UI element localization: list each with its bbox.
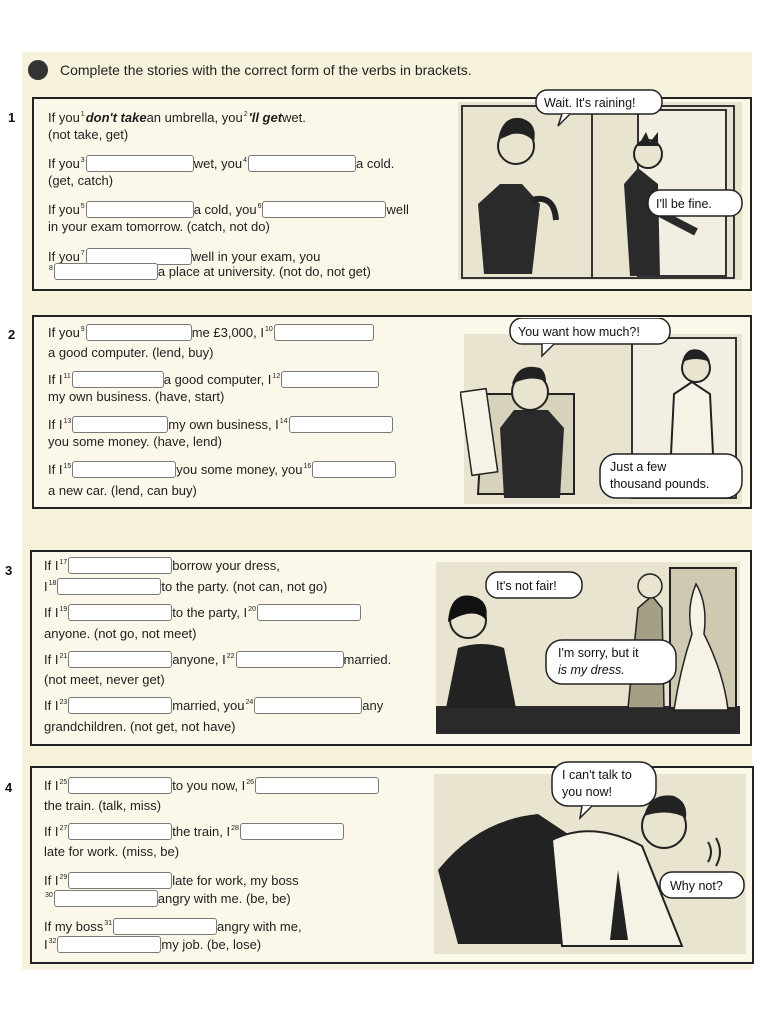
exercise-line xyxy=(44,651,391,668)
gap-number: 21 xyxy=(59,653,68,660)
story-number: 1 xyxy=(8,110,16,125)
gap-number: 4 xyxy=(243,157,248,164)
line-text: If I xyxy=(44,557,59,573)
line-text: If I xyxy=(44,823,59,839)
illustration-money xyxy=(460,318,746,504)
gap-number: 29 xyxy=(59,874,68,881)
gap-number: 32 xyxy=(48,938,57,945)
man-seated xyxy=(500,410,564,498)
line-text: my job. (be, lose) xyxy=(161,936,262,952)
exercise-line xyxy=(44,843,179,860)
exercise-line xyxy=(48,388,224,405)
exercise-line xyxy=(48,263,371,280)
exercise-line xyxy=(44,625,196,642)
gap-number: 30 xyxy=(45,892,53,899)
line-text: If you xyxy=(48,109,80,125)
gap-number: 20 xyxy=(248,606,256,613)
answer-input[interactable] xyxy=(72,461,176,478)
answer-input[interactable] xyxy=(68,872,172,889)
line-text: an umbrella, you xyxy=(146,109,243,125)
line-text: to the party, I xyxy=(172,604,248,620)
gap-number: 22 xyxy=(226,653,235,660)
gap-number: 7 xyxy=(80,250,85,257)
line-text: If I xyxy=(44,777,59,793)
gap-number: 19 xyxy=(59,606,68,613)
line-text: angry with me. (be, be) xyxy=(157,890,291,906)
example-answer: 'll get xyxy=(248,109,283,125)
line-text: If I xyxy=(48,371,63,387)
gap-number: 18 xyxy=(48,580,57,587)
bubble-text: You want how much?! xyxy=(518,325,640,339)
line-text: anyone, I xyxy=(172,651,226,667)
gap-number: 17 xyxy=(59,559,68,566)
exercise-line xyxy=(48,109,306,126)
answer-input[interactable] xyxy=(57,578,161,595)
line-text: If I xyxy=(48,461,63,477)
exercise-line xyxy=(44,890,291,907)
answer-input[interactable] xyxy=(54,263,158,280)
line-text: my own business, I xyxy=(168,416,279,432)
exercise-line xyxy=(44,671,165,688)
exercise-line xyxy=(48,461,396,478)
story-number: 2 xyxy=(8,327,16,342)
exercise-line xyxy=(48,416,393,433)
line-text: If you xyxy=(48,248,80,264)
line-text: to you now, I xyxy=(172,777,246,793)
line-text: a good computer. (lend, buy) xyxy=(48,344,214,360)
line-text: my own business. (have, start) xyxy=(48,388,225,404)
exercise-line xyxy=(48,482,197,499)
line-text: If you xyxy=(48,155,80,171)
exercise-line xyxy=(44,797,161,814)
bubble-text: thousand pounds. xyxy=(610,477,710,491)
line-text: me £3,000, I xyxy=(191,324,264,340)
bubble-text: Why not? xyxy=(670,879,723,893)
answer-input[interactable] xyxy=(68,823,172,840)
answer-input[interactable] xyxy=(72,371,164,388)
line-text: (not meet, never get) xyxy=(44,671,165,687)
line-text: the train. (talk, miss) xyxy=(44,797,162,813)
line-text: a cold. xyxy=(356,155,395,171)
answer-input[interactable] xyxy=(68,651,172,668)
exercise-line xyxy=(44,823,344,840)
line-text: If I xyxy=(44,872,59,888)
line-text: (not take, get) xyxy=(48,126,129,142)
bubble-text: you now! xyxy=(562,785,613,799)
line-text: grandchildren. (not get, not have) xyxy=(44,718,236,734)
gap-number: 3 xyxy=(80,157,85,164)
gap-number: 13 xyxy=(63,418,72,425)
line-text: wet, you xyxy=(193,155,243,171)
line-text: If I xyxy=(44,651,59,667)
exercise-line xyxy=(48,155,394,172)
exercise-line xyxy=(44,777,379,794)
illustration-dress xyxy=(434,556,742,736)
line-text: the train, I xyxy=(172,823,231,839)
gap-number: 25 xyxy=(59,779,68,786)
line-text: a place at university. (not do, not get) xyxy=(157,263,371,279)
woman-figure xyxy=(478,184,540,274)
line-text: late for work. (miss, be) xyxy=(44,843,180,859)
answer-input[interactable] xyxy=(113,918,217,935)
answer-input[interactable] xyxy=(312,461,396,478)
line-text: If you xyxy=(48,324,80,340)
answer-input[interactable] xyxy=(289,416,393,433)
instruction: Complete the stories with the correct form of the verbs in brackets. xyxy=(60,62,472,78)
answer-input[interactable] xyxy=(255,777,379,794)
answer-input[interactable] xyxy=(68,777,172,794)
exercise-line xyxy=(44,936,261,953)
gap-number: 15 xyxy=(63,463,72,470)
line-text: wet. xyxy=(282,109,306,125)
gap-number: 28 xyxy=(231,825,239,832)
line-text: well in your exam, you xyxy=(191,248,321,264)
illustration-train xyxy=(432,760,748,956)
man-figure xyxy=(624,168,660,276)
answer-input[interactable] xyxy=(68,697,172,714)
answer-input[interactable] xyxy=(57,936,161,953)
line-text: well xyxy=(386,201,409,217)
bubble-text: I'll be fine. xyxy=(656,197,712,211)
story-number: 4 xyxy=(5,780,13,795)
gap-number: 10 xyxy=(264,326,273,333)
line-text: I xyxy=(44,578,48,594)
gap-number: 24 xyxy=(245,699,254,706)
line-text: married, you xyxy=(172,697,245,713)
illustration-rain xyxy=(452,88,746,284)
line-text: anyone. (not go, not meet) xyxy=(44,625,197,641)
gap-number: 14 xyxy=(279,418,288,425)
answer-input[interactable] xyxy=(254,697,362,714)
exercise-line xyxy=(44,578,327,595)
answer-input[interactable] xyxy=(54,890,158,907)
line-text: a new car. (lend, can buy) xyxy=(48,482,197,498)
line-text: If you xyxy=(48,201,80,217)
line-text: If I xyxy=(44,604,59,620)
line-text: If my boss xyxy=(44,918,104,934)
gap-number: 12 xyxy=(272,373,281,380)
exercise-line xyxy=(48,344,214,361)
gap-number: 6 xyxy=(257,203,262,210)
answer-input[interactable] xyxy=(262,201,386,218)
answer-input[interactable] xyxy=(281,371,379,388)
line-text: I xyxy=(44,936,48,952)
story-number: 3 xyxy=(5,563,13,578)
line-text: you some money. (have, lend) xyxy=(48,433,222,449)
line-text: you some money, you xyxy=(176,461,303,477)
gap-number: 8 xyxy=(49,265,53,272)
line-text: a good computer, I xyxy=(163,371,272,387)
line-text: to the party. (not can, not go) xyxy=(161,578,328,594)
answer-input[interactable] xyxy=(68,604,172,621)
answer-input[interactable] xyxy=(248,155,356,172)
answer-input[interactable] xyxy=(72,416,168,433)
bubble-text: Just a few xyxy=(610,460,667,474)
exercise-line xyxy=(48,172,113,189)
gap-number: 1 xyxy=(80,111,85,118)
gap-number: 5 xyxy=(80,203,85,210)
bubble-text: is my dress. xyxy=(558,663,625,677)
exercise-line xyxy=(44,557,280,574)
exercise-line xyxy=(44,718,236,735)
example-answer: don't take xyxy=(85,109,147,125)
exercise-line xyxy=(48,433,222,450)
answer-input[interactable] xyxy=(274,324,374,341)
bubble-text: I'm sorry, but it xyxy=(558,646,639,660)
exercise-line xyxy=(48,324,374,341)
gap-number: 9 xyxy=(80,326,85,333)
answer-input[interactable] xyxy=(86,155,194,172)
exercise-line xyxy=(48,218,270,235)
line-text: borrow your dress, xyxy=(172,557,280,573)
bubble-text: It's not fair! xyxy=(496,579,557,593)
exercise-line xyxy=(44,872,299,889)
bubble-text: I can't talk to xyxy=(562,768,632,782)
gap-number: 16 xyxy=(303,463,312,470)
line-text: angry with me, xyxy=(217,918,302,934)
answer-input[interactable] xyxy=(86,201,194,218)
gap-number: 11 xyxy=(63,373,71,380)
exercise-line xyxy=(44,604,361,621)
answer-input[interactable] xyxy=(257,604,361,621)
gap-number: 27 xyxy=(59,825,68,832)
exercise-line xyxy=(48,371,379,388)
line-text: a cold, you xyxy=(193,201,257,217)
gap-number: 26 xyxy=(246,779,255,786)
gap-number: 2 xyxy=(243,111,248,118)
line-text: married. xyxy=(343,651,392,667)
answer-input[interactable] xyxy=(86,324,192,341)
answer-input[interactable] xyxy=(68,557,172,574)
answer-input[interactable] xyxy=(240,823,344,840)
exercise-line xyxy=(48,126,128,143)
answer-input[interactable] xyxy=(236,651,344,668)
line-text: in your exam tomorrow. (catch, not do) xyxy=(48,218,270,234)
bubble-text: Wait. It's raining! xyxy=(544,96,636,110)
exercise-line xyxy=(44,918,302,935)
gap-number: 23 xyxy=(59,699,68,706)
exercise-line xyxy=(44,697,383,714)
exercise-line xyxy=(48,201,409,218)
line-text: late for work, my boss xyxy=(172,872,299,888)
line-text: If I xyxy=(44,697,59,713)
line-text: any xyxy=(362,697,384,713)
bullet-icon xyxy=(28,60,48,80)
line-text: If I xyxy=(48,416,63,432)
line-text: (get, catch) xyxy=(48,172,114,188)
gap-number: 31 xyxy=(104,920,113,927)
